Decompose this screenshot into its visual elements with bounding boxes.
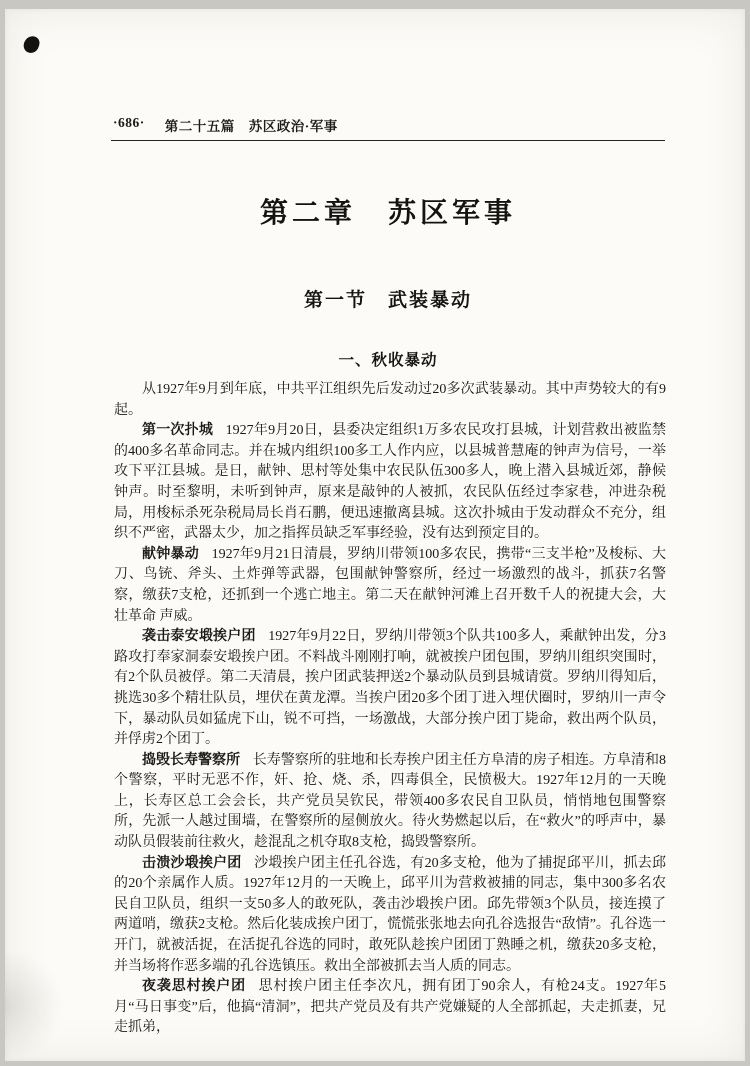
paragraph-lead: 捣毁长寿警察所: [142, 752, 241, 768]
chapter-title: 第二章 苏区军事: [259, 198, 516, 229]
section-title: 第一节 武装暴动: [303, 290, 472, 311]
page-number: ·686·: [113, 115, 145, 130]
paragraph: [114, 545, 666, 627]
paragraph-lead: 击溃沙塅挨户团: [142, 855, 242, 871]
paragraph-text: 1927年9月22日，罗纳川带领3个队共100多人，乘献钟出发，分3路攻打奉家洞泰安塅挨户团。不料战斗刚刚打响，就被挨户团包围，罗纳川组织突围时，有2个队员被俘。第二天清晨，挨户团武装押送2个暴动队员到县城请赏。罗纳川得知后，挑选30多个精壮队员，埋伏在黄龙潭。当挨户团20多个团丁进入埋伏圈时，罗纳川一声令下，暴动队员如猛虎下山，锐不可挡，一场激战，大部分挨户团丁毙命，救出两个队员，并俘虏2个团丁。: [114, 629, 667, 748]
paragraph-text: 1927年9月21日清晨，罗纳川带领100多农民，携带“三支半枪”及梭标、大刀、鸟铳、斧头、土炸弹等武器，包围献钟警察所，经过一场激烈的战斗，抓获7名警察，缴获7支枪，还抓到一个逃亡地主。第二天在献钟河滩上召开数千人的祝捷大会，大壮革命 声威。: [114, 546, 666, 624]
paragraph-lead: 第一次扑城: [142, 423, 214, 439]
paragraph-lead: 夜袭思村挨户团: [142, 979, 247, 995]
body-text: [114, 380, 666, 1039]
running-title: 第二十五篇 苏区政治·军事: [164, 119, 338, 134]
paragraph: [114, 854, 666, 978]
paragraph-text: 沙塅挨户团主任孔谷选，有20多支枪，他为了捕捉邱平川，抓去邱的20个亲属作人质。1927年12月的一天晚上，邱平川为营救被捕的同志，集中300多名农民自卫队员，组织一支50多人的敢死队，袭击沙塅挨户团。邱先带领3个队员，接连摸了两道哨，缴获2支枪。然后化装成挨户团丁，慌慌张张地去向孔谷选报告“敌情”。孔谷选一开门，就被活捉，在活捉孔谷选的同时，敢死队趁挨户团团丁熟睡之机，缴获20多支枪，并当场将作恶多端的孔谷选镇压。救出全部被抓去当人质的同志。: [114, 855, 667, 974]
scanned-book-page: [5, 9, 745, 1061]
subsection-title: 一、秋收暴动: [338, 352, 438, 369]
ink-speck-artifact: [22, 34, 42, 55]
paragraph: [114, 380, 666, 421]
scan-edge-smudge: [5, 949, 65, 1061]
paragraph: [114, 977, 666, 1039]
paragraph-lead: 献钟暴动: [142, 546, 200, 562]
paragraph: [114, 421, 666, 545]
paragraph: [114, 627, 666, 751]
paragraph-text: 长寿警察所的驻地和长寿挨户团主任方阜清的房子相连。方阜清和8个警察，平时无恶不作，奸、抢、烧、杀，四毒俱全，民愤极大。1927年12月的一天晚上，长寿区总工会会长，共产党员吴钦民，带领400多农民自卫队员，悄悄地包围警察所，先派一人越过围墙，在警察所的屋侧放火。待火势燃起以后，在“救火”的呼声中，暴动队员假装前往救火，趁混乱之机夺取8支枪，捣毁警察所。: [114, 752, 667, 851]
paragraph-text: 思村挨户团主任李次凡，拥有团丁90余人，有枪24支。1927年5月“马日事变”后，他搞“清洞”，把共产党员及有共产党嫌疑的人全部抓起，夫走抓妻，兄走抓弟，: [114, 979, 667, 1036]
paragraph-text: 1927年9月20日，县委决定组织1万多农民攻打县城，计划营救出被监禁的400多名革命同志。并在城内组织100多工人作内应，以县城普慧庵的钟声为信号，一举攻下平江县城。是日，献钟、思村等处集中农民队伍300多人，晚上潜入县城近郊，静候钟声。时至黎明，未听到钟声，原来是敲钟的人被抓，农民队伍经过李家巷，冲进杂税局，用梭标杀死杂税局局长肖石鹏，便迅速撤离县城。这次扑城由于发动群众不充分，组织不严密，武器太少，加之指挥员缺乏军事经验，没有达到预定目的。: [114, 423, 667, 542]
header-rule: [111, 140, 665, 141]
paragraph: [114, 751, 666, 854]
paragraph-text: 从1927年9月到年底，中共平江组织先后发动过20多次武装暴动。其中声势较大的有9起。: [114, 382, 666, 418]
page-header: [113, 115, 665, 135]
paragraph-lead: 袭击泰安塅挨户团: [142, 629, 256, 645]
